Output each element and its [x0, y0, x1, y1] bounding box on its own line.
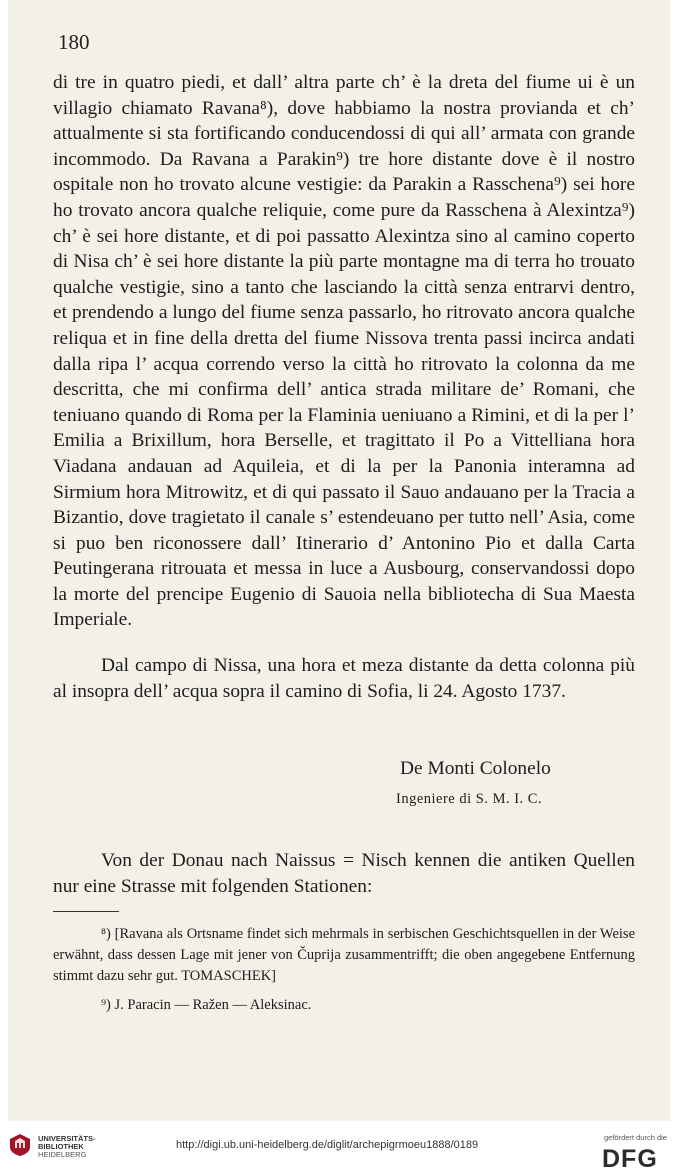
university-name: UNIVERSITÄTS- BIBLIOTHEK HEIDELBERG: [38, 1134, 96, 1159]
university-seal-icon: [8, 1133, 32, 1157]
footnote-rule: [53, 911, 119, 912]
page-number: 180: [58, 30, 90, 54]
footnote-9: ⁹) J. Paracin — Ražen — Aleksinac.: [101, 997, 312, 1013]
section-2: [53, 848, 635, 899]
section-2-paragraph: Von der Donau nach Naissus = Nisch kennen die antiken Quellen nur eine Strasse mit folgenden Stationen:: [53, 850, 635, 897]
paragraph-1: di tre in quatro piedi, et dall’ altra parte ch’ è la dreta del fiume ui è un villagio chiamato Ravana⁸), dove habbiamo la nostra provianda et ch’ attualmente si sta fortificando conducendossi di qui all’ armata con grande incommodo. Da Ravana a Parakin⁹) tre hore distante dove è il nostro ospitale non ho trovato alcune vestigie: da Parakin a Rasschena⁹) sei hore ho trovato ancora qualche reliquie, come pure da Rasschena à Alexintza⁹) ch’ è sei hore distante, et di poi passatto Alexintza sino al camino coperto di Nisa ch’ è sei hore distante la più parte montagne ma di terra ho trouato qualche vestigie, sino a tanto che lasciando la città senza entrarvi dentro, et prendendo a lungo del fiume senza passarlo, ho ritrovato ancora qualche reliqua et in fine della dretta del fiume Nissova trenta passi incirca andati dalla ripa l’ acqua correndo verso la città ho ritrovato la colonna da me descritta, che mi confirma dell’ antica strada militare de’ Romani, che teniuano quando di Roma per la Flaminia ueniuano a Rimini, et di la per l’ Emilia a Brixillum, hora Berselle, et tragittato il Po a Vittelliana hora Viadana andauan ad Aquileia, et di la per la Panonia interamna ad Sirmium hora Mitrowitz, et di qui passato il Sauo andauano per la Tracia a Bizantio, dove tragietato il canale s’ estendeuano per tutto nell’ Asia, come si puo ben riconossere dall’ Itinerario d’ Antonino Pio et dalla Carta Peutingerana ritrouata et messa in luce a Ausbourg, conservandossi dopo la morte del prencipe Eugenio di Sauoia nella bibliotecha di Sua Maesta Imperiale.: [53, 72, 635, 631]
main-text: [53, 70, 635, 704]
footnotes: [53, 924, 635, 1016]
footnote-8: ⁸) [Ravana als Ortsname findet sich mehrmals in serbischen Geschichtsquellen in der Weise erwähnt, dass dessen Lage mit jener von Čuprija zusammentrifft; die oben angegebene Entfernung stimmt dazu sehr gut. TOMASCHEK]: [53, 926, 635, 984]
dfg-logo: DFG: [602, 1145, 658, 1173]
paragraph-2: Dal campo di Nissa, una hora et meza distante da detta colonna più al insopra dell’ acqua sopra il camino di Sofia, li 24. Agosto 1737.: [53, 655, 635, 702]
signature-name: De Monti Colonelo: [400, 758, 551, 779]
signature-title: Ingeniere di S. M. I. C.: [396, 791, 543, 807]
source-url-link[interactable]: http://digi.ub.uni-heidelberg.de/diglit/archepigrmoeu1888/0189: [176, 1139, 479, 1151]
sponsor-text: gefördert durch die: [604, 1133, 667, 1142]
